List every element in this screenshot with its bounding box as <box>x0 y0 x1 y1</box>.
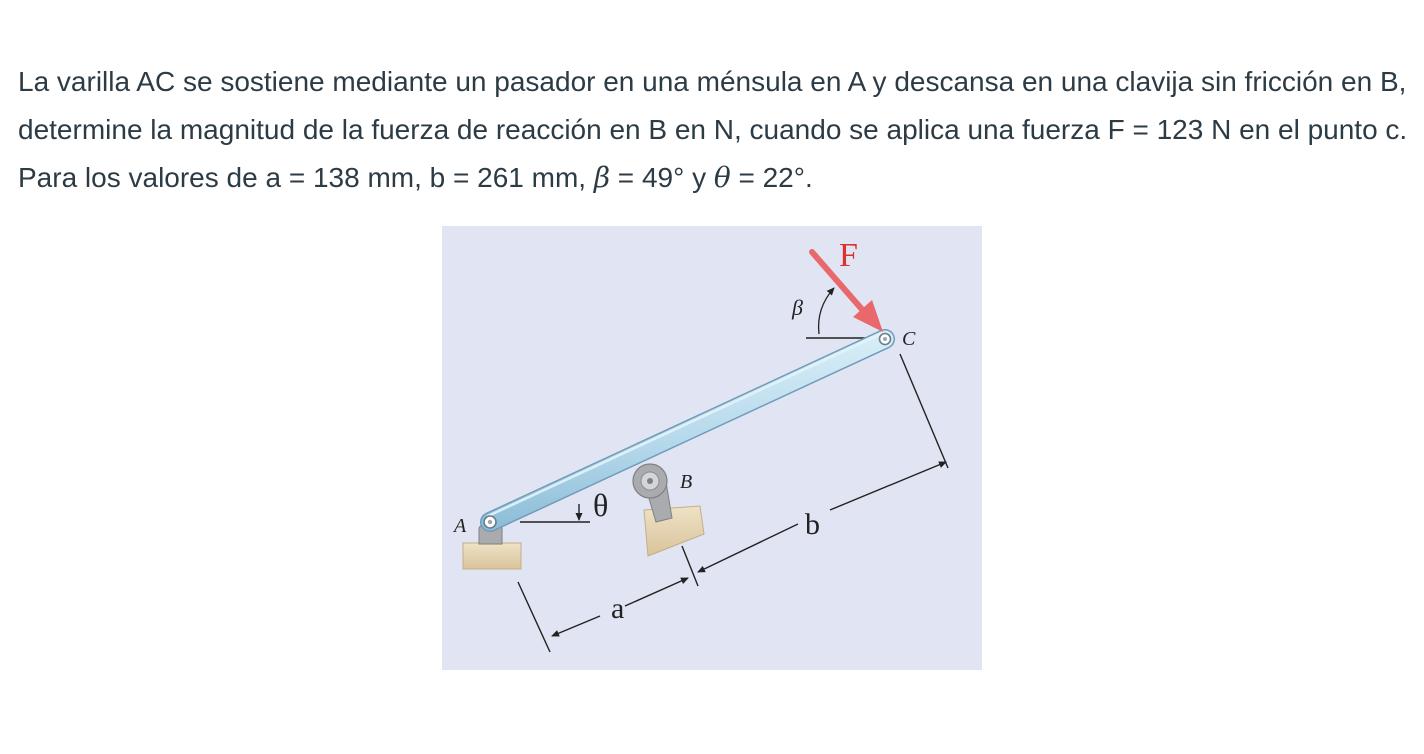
rod-diagram-svg <box>442 226 982 670</box>
theta-label: θ <box>593 487 609 523</box>
force-label: F <box>839 237 858 274</box>
dimension-b-label: b <box>805 508 820 541</box>
point-a-label: A <box>454 515 467 537</box>
dimension-a-label: a <box>611 592 625 625</box>
rod-diagram <box>442 226 982 670</box>
pin-c <box>880 334 891 345</box>
beta-symbol: β <box>593 161 611 194</box>
pin-a <box>484 516 496 528</box>
point-b-label: B <box>680 471 693 493</box>
problem-statement <box>18 58 1408 202</box>
point-c-label: C <box>902 328 916 350</box>
theta-symbol: θ <box>713 161 731 194</box>
problem-text-part-1: La varilla AC se sostiene mediante un pasador en una ménsula en A y descansa en una clavija sin fricción en B, determine la magnitud de la fuerza de reacción en B en N, cuando se aplica una fuerza F = 123 N en el punto c. Para los valores de a = 138 mm, b = 261 mm, <box>18 66 1408 193</box>
figure-background <box>442 226 982 670</box>
problem-text-part-2: = 49° y <box>610 162 714 193</box>
beta-label: β <box>792 295 803 320</box>
problem-text-part-3: = 22°. <box>730 162 813 193</box>
